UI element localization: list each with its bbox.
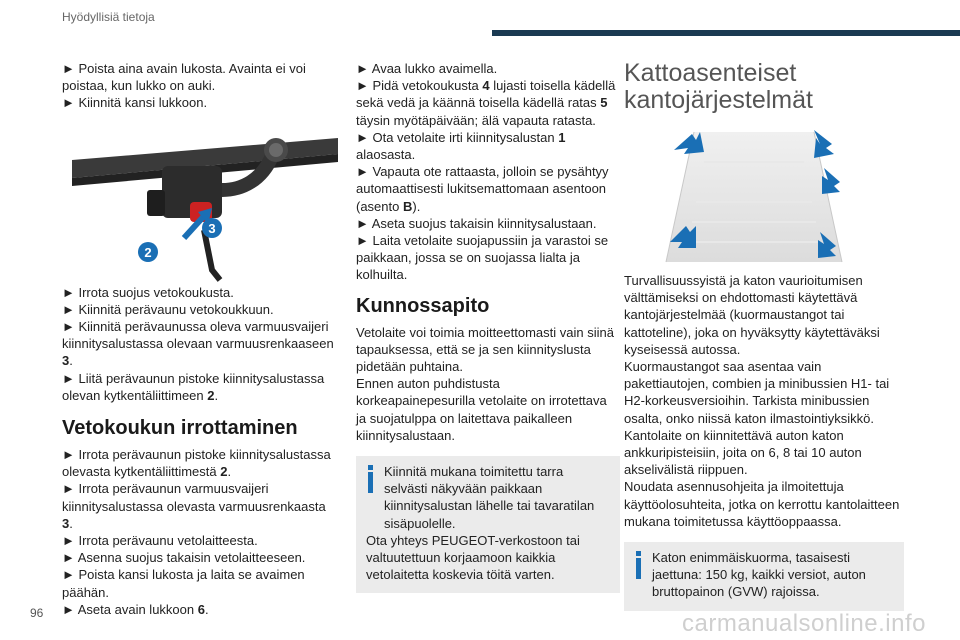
info-roof-load-text: Katon enimmäiskuorma, tasaisesti jaettuna: 150 kg, kaikki versiot, auton bruttopainon (GVW) rajoissa. — [652, 550, 866, 600]
header-bar — [492, 30, 960, 36]
step-detach-cable: ► Irrota perävaunun varmuusvaijeri kiinnitysalustassa olevasta varmuusrenkaasta 3. — [62, 480, 338, 532]
step-connect-plug: ► Liitä perävaunun pistoke kiinnitysalustassa olevan kytkentäliittimeen 2. — [62, 370, 338, 404]
roof-anchor-illustration — [664, 122, 844, 266]
heading-roof-racks-line1: Kattoasenteiset — [624, 59, 797, 87]
roof-figure-area — [624, 114, 904, 272]
page-number: 96 — [30, 606, 44, 620]
section-title: Hyödyllisiä tietoja — [62, 10, 155, 24]
step-release-wheel: ► Vapauta ote rattaasta, jolloin se pysähtyy automaattisesti lukitsemattomaan asentoon (asento B). — [356, 163, 620, 215]
step-attach-cable: ► Kiinnitä perävaunussa oleva varmuusvaijeri kiinnitysalustassa olevaan varmuusrenkaaseen 3. — [62, 318, 338, 370]
roof-para-1: Turvallisuussyistä ja katon vaurioitumisen välttämiseksi on ehdottomasti käytettävä kantojärjestelmää (kuormaustangot tai kattoteline), joka on hyväksytty käytettäväksi kyseisessä autossa. — [624, 273, 880, 357]
step-attach-cover: ► Kiinnitä kansi lukkoon. — [62, 94, 338, 111]
info-icon — [634, 551, 644, 581]
info-dealer-text: Ota yhteys PEUGEOT-verkostoon tai valtuutettuun korjaamoon kaikkia vetolaitetta koskevia töitä varten. — [366, 532, 580, 583]
heading-roof-racks-line2: kantojärjestelmät — [624, 86, 813, 114]
maintenance-para-2: Ennen auton puhdistusta korkeapainepesurilla vetolaite on irrotettava ja suojatulppa on laitettava paikalleen kiinnitysalustaan. — [356, 376, 607, 443]
step-remove-towbar: ► Ota vetolaite irti kiinnitysalustan 1 alaosasta. — [356, 129, 620, 163]
towbar-figure-area — [62, 112, 338, 284]
step-refit-cover: ► Asenna suojus takaisin vetolaitteeseen. — [62, 549, 338, 566]
step-hold-towbar: ► Pidä vetokoukusta 4 lujasti toisella kädellä sekä vedä ja käännä toisella kädellä ratas 5 täysin myötäpäivään; älä vapauta ratasta. — [356, 77, 620, 129]
step-attach-trailer: ► Kiinnitä perävaunu vetokoukkuun. — [62, 301, 338, 318]
step-unlock: ► Avaa lukko avaimella. — [356, 60, 620, 77]
column-2 — [356, 60, 620, 593]
step-replace-cover: ► Aseta suojus takaisin kiinnitysalustaan. — [356, 215, 620, 232]
heading-maintenance: Kunnossapito — [356, 294, 490, 317]
step-store-towbar: ► Laita vetolaite suojapussiin ja varastoi se paikkaan, jossa se on suojassa lialta ja kolhuilta. — [356, 232, 620, 284]
maintenance-para: Vetolaite voi toimia moitteettomasti vain siinä tapauksessa, että se ja sen kiinnityslusta pidetään puhtaina. — [356, 324, 614, 375]
callout-3: 3 — [208, 220, 216, 236]
info-box-roof-load — [624, 542, 904, 611]
step-remove-cover: ► Irrota suojus vetokoukusta. — [62, 284, 338, 301]
column-3 — [624, 60, 904, 611]
watermark: carmanualsonline.info — [682, 610, 926, 637]
roof-para-3: Kantolaite on kiinnitettävä auton katon ankkuripisteisiin, joita on 6, 8 tai 10 auton akselivälistä riippuen. — [624, 427, 862, 478]
step-detach-trailer: ► Irrota perävaunu vetolaitteesta. — [62, 532, 338, 549]
info-box-sticker — [356, 456, 620, 593]
column-1 — [62, 60, 338, 618]
towbar-illustration — [72, 120, 348, 284]
heading-detach-towbar: Vetokoukun irrottaminen — [62, 417, 298, 440]
info-sticker-text: Kiinnitä mukana toimitettu tarra selvästi näkyvään paikkaan kiinnitysalustan lähelle tai tavaratilan sisäpuolelle. — [384, 464, 595, 531]
roof-para-4: Noudata asennusohjeita ja ilmoitettuja käyttöolosuhteita, jotka on kerrottu kantolaitteen mukana toimitetussa käyttöoppaassa. — [624, 479, 900, 529]
callout-2: 2 — [144, 244, 152, 260]
info-icon — [366, 465, 376, 495]
step-remove-key: ► Poista aina avain lukosta. Avainta ei voi poistaa, kun lukko on auki. — [62, 60, 338, 94]
step-remove-lock-cover: ► Poista kansi lukosta ja laita se avaimen päähän. — [62, 566, 338, 600]
step-disconnect-plug: ► Irrota perävaunun pistoke kiinnitysalustassa olevasta kytkentäliittimestä 2. — [62, 446, 338, 480]
roof-para-2: Kuormaustangot saa asentaa vain pakettiautojen, combien ja minibussien H1- tai H2-korkeusversioihin. Tarkista minibussien osalta, onko niissä katon ilmastointiyksikkö. — [624, 359, 890, 426]
step-insert-key: ► Aseta avain lukkoon 6. — [62, 601, 338, 618]
